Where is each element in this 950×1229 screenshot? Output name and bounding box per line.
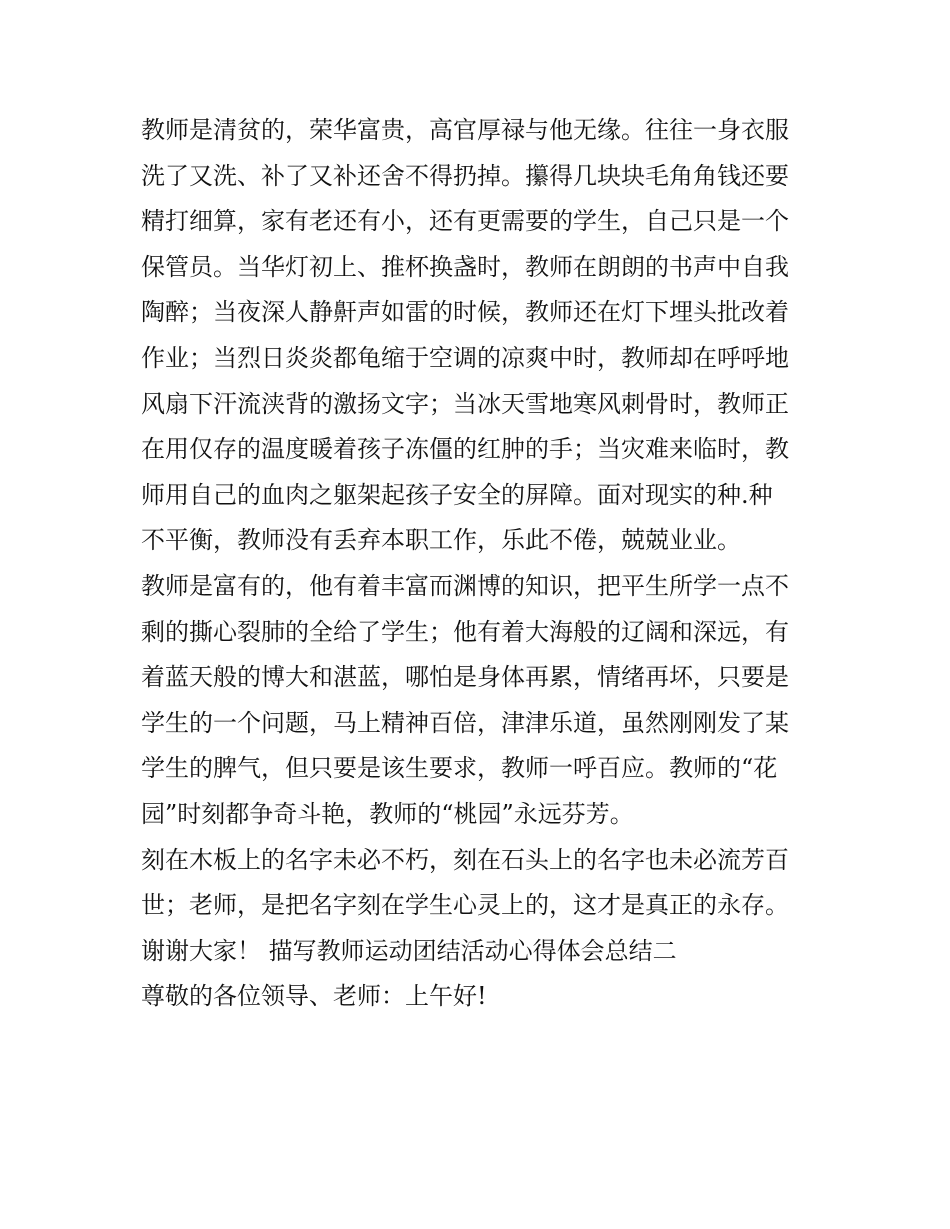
text-line: 世；老师，是把名字刻在学生心灵上的，这才是真正的永存。 bbox=[141, 891, 789, 920]
text-line: 不平衡，教师没有丢弃本职工作，乐此不倦，兢兢业业。 bbox=[141, 526, 741, 555]
body-text bbox=[141, 108, 821, 1020]
text-line: 刻在木板上的名字未必不朽，刻在石头上的名字也未必流芳百 bbox=[141, 845, 789, 874]
text-line: 洗了又洗、补了又补还舍不得扔掉。攥得几块块毛角角钱还要 bbox=[141, 161, 789, 190]
text-line: 陶醉；当夜深人静鼾声如雷的时候，教师还在灯下埋头批改着 bbox=[141, 298, 789, 327]
text-line: 教师是清贫的，荣华富贵，高官厚禄与他无缘。往往一身衣服 bbox=[141, 116, 789, 144]
text-line: 风扇下汗流浃背的激扬文字；当冰天雪地寒风刺骨时，教师正 bbox=[141, 389, 789, 418]
text-line: 园”时刻都争奇斗艳，教师的“桃园”永远芬芳。 bbox=[141, 799, 634, 828]
text-line: 师用自己的血肉之躯架起孩子安全的屏障。面对现实的种.种 bbox=[141, 480, 773, 509]
text-line: 谢谢大家！ 描写教师运动团结活动心得体会总结二 bbox=[141, 936, 677, 965]
text-line: 教师是富有的，他有着丰富而渊博的知识，把平生所学一点不 bbox=[141, 571, 789, 600]
text-line: 学生的脾气，但只要是该生要求，教师一呼百应。教师的“花 bbox=[141, 754, 778, 783]
text-line: 尊敬的各位领导、老师：上午好! bbox=[141, 982, 487, 1011]
text-line: 剩的撕心裂肺的全给了学生；他有着大海般的辽阔和深远，有 bbox=[141, 617, 789, 646]
text-line: 作业；当烈日炎炎都龟缩于空调的凉爽中时，教师却在呼呼地 bbox=[141, 343, 789, 372]
text-line: 在用仅存的温度暖着孩子冻僵的红肿的手；当灾难来临时，教 bbox=[141, 435, 789, 464]
text-line: 学生的一个问题，马上精神百倍，津津乐道，虽然刚刚发了某 bbox=[141, 708, 789, 737]
text-line: 着蓝天般的博大和湛蓝，哪怕是身体再累，情绪再坏，只要是 bbox=[141, 663, 789, 692]
text-line: 保管员。当华灯初上、推杯换盏时，教师在朗朗的书声中自我 bbox=[141, 252, 789, 281]
text-line: 精打细算，家有老还有小，还有更需要的学生，自己只是一个 bbox=[141, 207, 789, 236]
